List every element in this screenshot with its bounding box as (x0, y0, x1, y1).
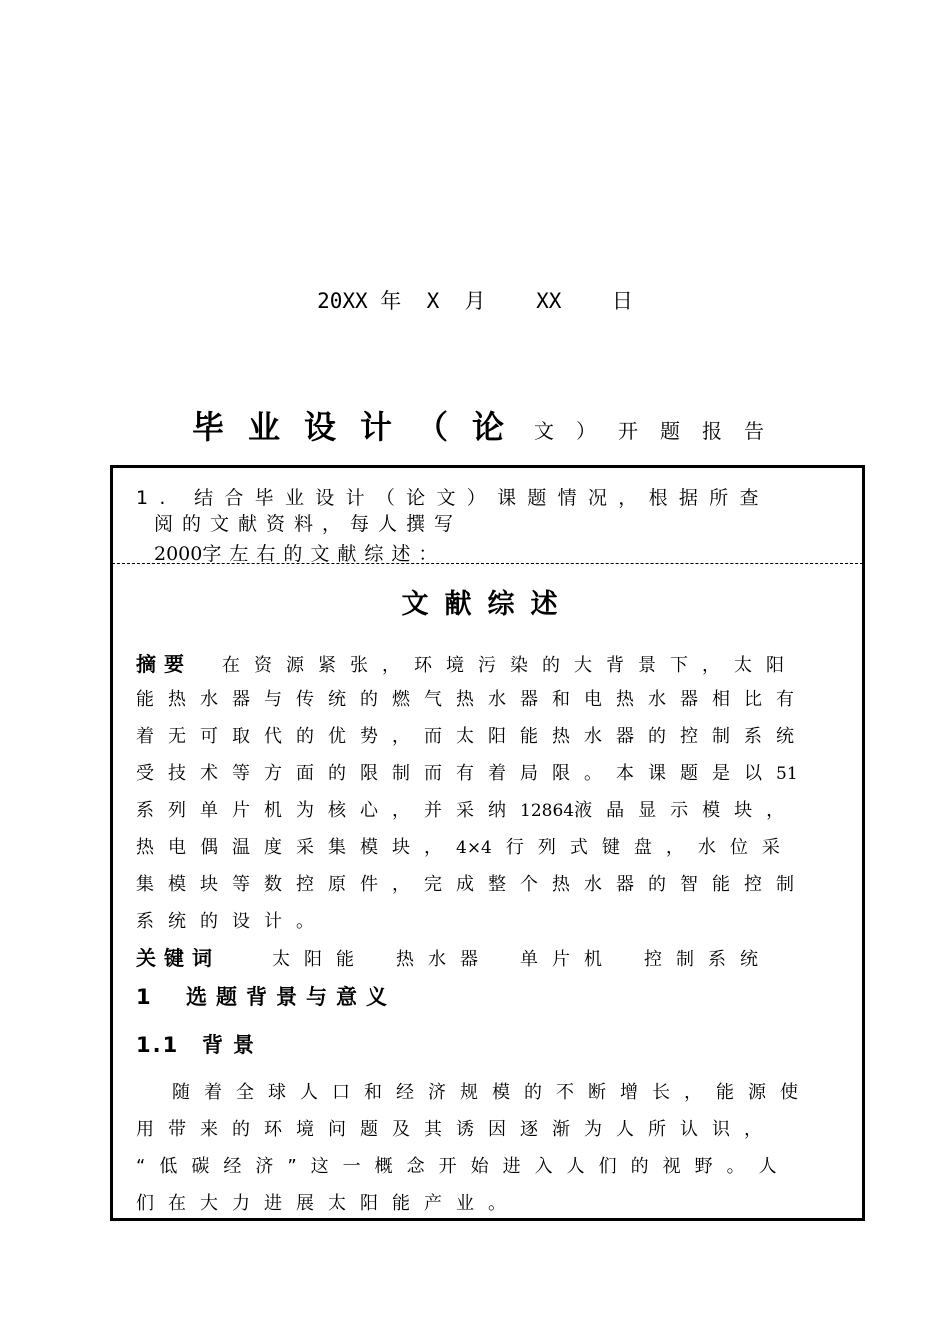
abstract-text: 热电偶温度采集模块， (136, 837, 456, 858)
report-title-small: 文）开题报告 (534, 419, 787, 443)
abstract-text: 行列式键盘，水位采 (505, 837, 794, 858)
abstract-line: 系统的设计。 (136, 911, 328, 932)
report-form-table (110, 465, 865, 1221)
keyword: 控制系统 (644, 949, 772, 970)
subsection-title: 背景 (202, 1033, 264, 1057)
body-line: 随着全球人口和经济规模的不断增长，能源使 (172, 1082, 812, 1103)
abstract-line (136, 648, 846, 677)
abstract-text: 液晶显示模块， (574, 800, 799, 821)
question-line-1: 1. 结合毕业设计（论文）课题情况，根据所查 (136, 487, 770, 509)
report-title-large: 毕业设计（论 (192, 408, 529, 446)
report-date: 20XX 年 X 月 XX 日 (317, 289, 633, 313)
keyword: 太阳能 (272, 949, 368, 970)
question-line-3-text: 字左右的文献综述： (202, 543, 446, 565)
keyword: 热水器 (396, 949, 492, 970)
abstract-line (136, 833, 846, 859)
keywords-label: 关键词 (136, 946, 220, 970)
question-cell (112, 467, 863, 564)
abstract-number: 51 (776, 764, 798, 784)
abstract-text: 系列单片机为核心，并采纳 (136, 800, 520, 821)
question-line-3 (154, 539, 445, 566)
body-line: 用带来的环境问题及其诱因逐渐为人所认识， (136, 1119, 776, 1140)
abstract-number: 12864 (520, 801, 575, 821)
section-number: 1 (136, 985, 153, 1009)
report-title (192, 402, 832, 448)
abstract-line (136, 759, 846, 785)
abstract-line: 着无可取代的优势，而太阳能热水器的控制系统 (136, 726, 808, 747)
abstract-line: 集模块等数控原件，完成整个热水器的智能控制 (136, 874, 808, 895)
keyword: 单片机 (520, 949, 616, 970)
section-title: 选题背景与意义 (186, 985, 396, 1009)
abstract-text: 受技术等方面的限制而有着局限。本课题是以 (136, 763, 776, 784)
subsection-number: 1.1 (136, 1033, 180, 1057)
abstract-line: 能热水器与传统的燃气热水器和电热水器相比有 (136, 689, 808, 710)
section-heading (136, 981, 396, 1011)
body-line: 们在大力进展太阳能产业。 (136, 1193, 520, 1214)
abstract-text: 在资源紧张，环境污染的大背景下，太阳 (222, 655, 798, 676)
keywords-line (136, 942, 846, 971)
word-count: 2000 (154, 543, 203, 565)
review-title: 文献综述 (401, 589, 574, 620)
abstract-number: 4×4 (456, 838, 492, 858)
subsection-heading (136, 1029, 264, 1059)
abstract-label: 摘要 (136, 652, 192, 676)
question-line-2: 阅的文献资料，每人撰写 (154, 513, 463, 535)
abstract-line (136, 796, 846, 822)
body-line: “低碳经济”这一概念开始进入人们的视野。人 (136, 1156, 791, 1177)
